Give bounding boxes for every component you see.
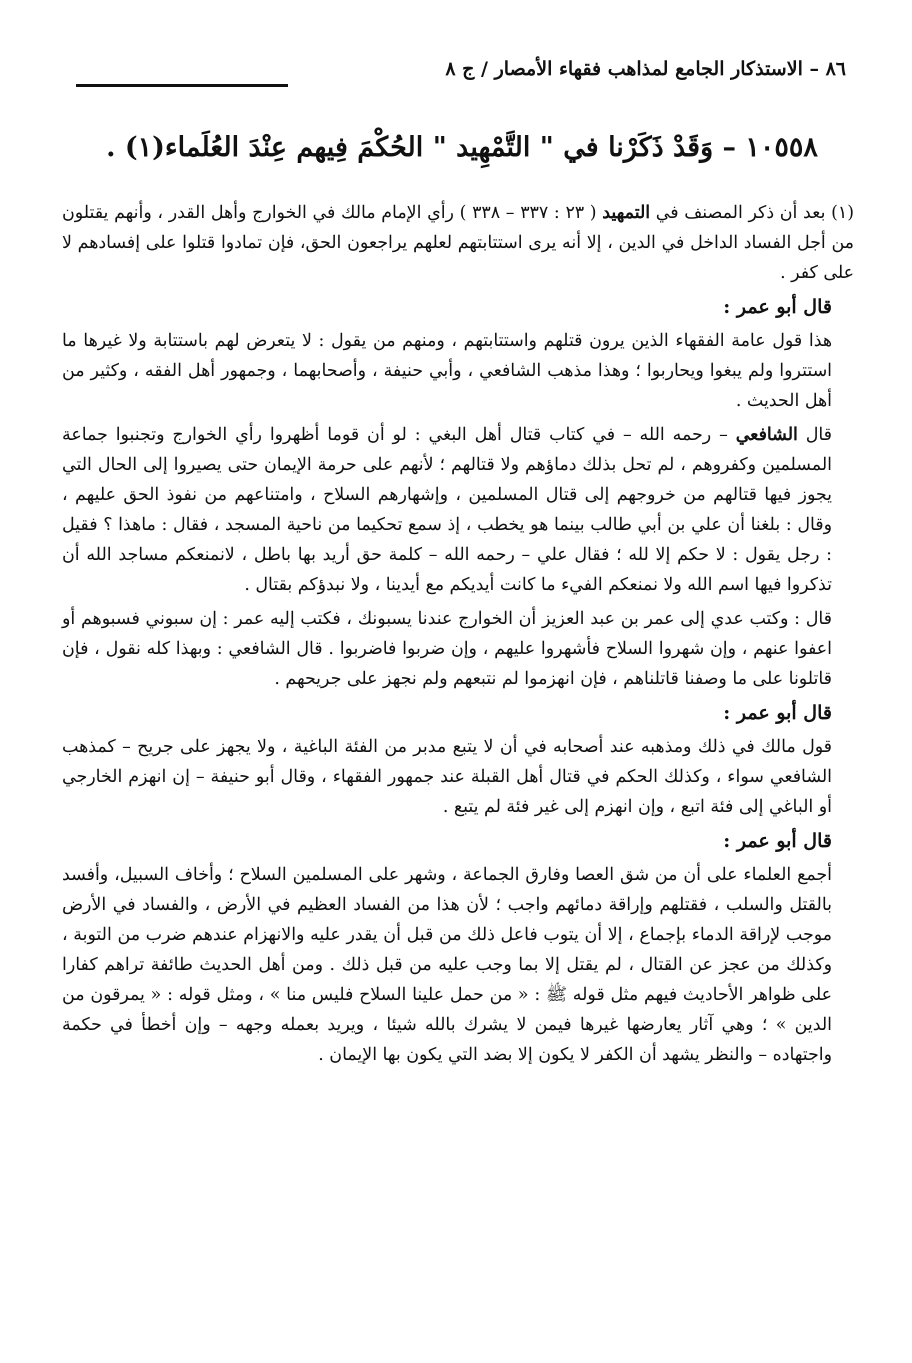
footnote-paragraph-1-text: ( ٢٣ : ٣٣٧ – ٣٣٨ ) رأي الإمام مالك في الخوارج وأهل القدر ، وأنهم يقتلون من أجل الفساد الداخل في الدين ، إلا أنه يرى استتابتهم لعلهم يراجعون الحق، فإن تمادوا قتلوا على إفسادهم لا على كفر . [62, 203, 854, 283]
footnote-book-title: التمهيد [602, 203, 651, 223]
subheading-abu-umar-2: قال أبو عمر : [723, 702, 832, 724]
section-heading: ١٠٥٥٨ – وَقَدْ ذَكَرْنا في " التَّمْهِيد " الحُكْمَ فِيهم عِنْدَ العُلَماء(١) . [106, 132, 818, 163]
footnote-paragraph-6: أجمع العلماء على أن من شق العصا وفارق الجماعة ، وشهر على المسلمين السلاح ؛ وأخاف السبيل، وأفسد بالقتل والسلب ، فقتلهم وإراقة دمائهم واجب ؛ لأن هذا من الفساد العظيم في الأرض ، والفساد في الأرض موجب لإراقة الدماء بإجماع ، إلا أن يتوب فاعل ذلك من قبل أن يقدر عليه والانهزام عندهم ضرب من التوبة ، وكذلك من عجز عن القتال ، لم يقتل إلا بما وجب عليه من قبل ذلك . ومن أهل الحديث طائفة تراهم كفارا على ظواهر الأحاديث فيهم مثل قوله ﷺ : « من حمل علينا السلاح فليس منا » ، ومثل قوله : « يمرقون من الدين » ؛ وهي آثار يعارضها غيرها فيمن لا يشرك بالله شيئا ، ويريد بعمله وجهه – وإن أخطأ في حكمة واجتهاده – والنظر يشهد أن الكفر لا يكون إلا بضد التي يكون بها الإيمان . [62, 865, 832, 1065]
subheading-abu-umar-1: قال أبو عمر : [723, 296, 832, 318]
footnote-block [62, 198, 854, 1074]
footnote-p3-name: الشافعي [735, 425, 798, 445]
header-rule [76, 84, 288, 87]
footnote-paragraph-5: قول مالك في ذلك ومذهبه عند أصحابه في أن لا يتبع مدبر من الفئة الباغية ، ولا يجهز على جريح – كمذهب الشافعي سواء ، وكذلك الحكم في قتال أهل القبلة عند جمهور الفقهاء ، وقال أبو حنيفة – إن انهزم الخارجي أو الباغي إلى فئة اتبع ، وإن انهزم إلى غير فئة لم يتبع . [62, 737, 832, 817]
footnote-paragraph-2: هذا قول عامة الفقهاء الذين يرون قتلهم واستتابتهم ، ومنهم من يقول : لا يتعرض لهم باستتابة ولا غيرها ما استتروا ولم يبغوا ويحاربوا ؛ وهذا مذهب الشافعي ، وأبي حنيفة ، وأصحابهما ، وجمهور أهل الفقه ، وكثير من أهل الحديث . [62, 331, 832, 411]
footnote-paragraph-3 [62, 420, 854, 600]
footnote-lead: (١) بعد أن ذكر المصنف في [650, 203, 855, 223]
footnote-paragraph-1 [62, 198, 854, 288]
footnote-p3-lead: قال [797, 425, 832, 445]
footnote-paragraph-4: قال : وكتب عدي إلى عمر بن عبد العزيز أن الخوارج عندنا يسبونك ، فكتب إليه عمر : إن سبوني فسبوهم أو اعفوا عنهم ، وإن شهروا السلاح فأشهروا عليهم ، وإن ضربوا فاضربوا . قال الشافعي : وبهذا كله نقول ، فإن قاتلونا على ما وصفنا قاتلناهم ، فإن انهزموا لم نتبعهم ولم نجهز على جريحهم . [62, 609, 832, 689]
subheading-abu-umar-3: قال أبو عمر : [723, 830, 832, 852]
running-header: ٨٦ – الاستذكار الجامع لمذاهب فقهاء الأمصار / ج ٨ [445, 58, 846, 80]
footnote-p3-text: – رحمه الله – في كتاب قتال أهل البغي : لو أن قوما أظهروا رأي الخوارج وتجنبوا جماعة المسلمين وكفروهم ، لم تحل بذلك دماؤهم ولا قتالهم ؛ لأنهم على حرمة الإيمان حتى يصيروا إلى الحال التي يجوز فيها قتالهم من خروجهم إلى قتال المسلمين ، وإشهارهم السلاح ، وامتناعهم من نفوذ الحق عليهم ، وقال : بلغنا أن علي بن أبي طالب بينما هو يخطب ، إذ سمع تحكيما من ناحية المسجد ، فقال : ماهذا ؟ فقيل : رجل يقول : لا حكم إلا لله ؛ فقال علي – رحمه الله – كلمة حق أريد بها باطل ، لانمنعكم مساجد الله أن تذكروا فيها اسم الله ولا نمنعكم الفيء ما كانت أيديكم مع أيدينا ، ولا نبدؤكم بقتال . [62, 425, 832, 595]
